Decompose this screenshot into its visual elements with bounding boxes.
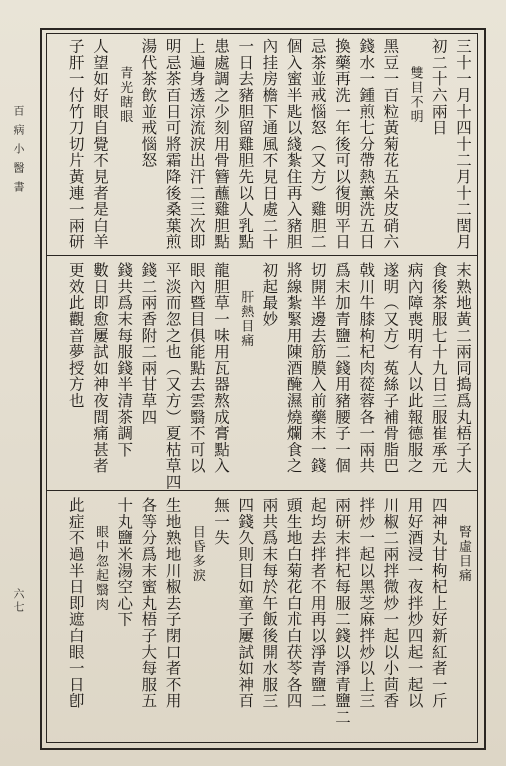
text-column: 子肝一付竹刀切片黃連一兩研 xyxy=(66,38,85,250)
text-column: 頭生地白菊花白朮白茯苓各四 xyxy=(284,497,303,709)
text-column: 錢水一鍾煎七分帶熱薰洗五日 xyxy=(357,38,376,250)
text-column: 人望如好眼自覺不見者是白羊 xyxy=(91,38,109,250)
text-column: 上遍身透涼流淚出汗二三次即 xyxy=(187,38,206,250)
text-column: 病內障喪明有人以此報德服之 xyxy=(405,262,424,474)
section-divider-2 xyxy=(46,490,478,491)
margin-book-title: 百病小醫書 xyxy=(12,105,25,200)
text-column: 數日即愈屢試如神夜間痛甚者 xyxy=(91,262,109,474)
text-column: 初起最妙 xyxy=(260,262,279,328)
text-column: 兩共爲末每於午飯後開水服三 xyxy=(260,497,279,709)
text-column: 兩研末拌杞每服二錢以淨青鹽二 xyxy=(333,497,351,726)
page-number: 六七 xyxy=(12,588,25,614)
text-column: 初二十六兩日 xyxy=(429,38,448,136)
text-column: 內挂房檐下通風不見日處二十 xyxy=(260,38,279,250)
text-column: 川椒二兩拌微炒一起以小茴香 xyxy=(381,497,400,709)
recipe-heading: 肝熱目痛 xyxy=(238,290,254,348)
text-column: 切開半邊去筋膜入前藥末一錢 xyxy=(308,262,327,474)
text-column: 更效此觀音夢授方也 xyxy=(66,262,85,409)
text-column: 錢二兩香附二兩甘草四 xyxy=(139,262,158,425)
recipe-heading: 眼中忽起翳肉 xyxy=(93,525,108,612)
text-column: 戟川牛膝枸杞肉蓯蓉各一兩共 xyxy=(357,262,376,474)
text-column: 換藥再洗一年後可以復明平日 xyxy=(333,38,351,250)
text-column: 遂明（又方）菟絲子補骨脂巴 xyxy=(381,262,400,474)
text-column: 個入蜜半匙以綫紮住再入豬胆 xyxy=(284,38,303,250)
text-column: 各等分爲末蜜丸梧子大每服五 xyxy=(139,497,158,709)
text-column: 生地熟地川椒去子閉口者不用 xyxy=(163,497,182,709)
text-column: 患處調之少刻用骨簪蘸雞胆點 xyxy=(212,38,230,250)
text-column: 四神丸甘枸杞上好新紅者一斤 xyxy=(429,497,448,709)
text-column: 眼內暨目俱能點去雲翳不可以 xyxy=(187,262,206,474)
text-column: 拌炒一起以黑芝麻拌炒以上三 xyxy=(357,497,376,709)
recipe-heading: 腎虛目痛 xyxy=(456,525,471,583)
text-column: 忌茶並戒惱怒（又方）雞胆二 xyxy=(308,38,327,250)
text-column: 爲末加青鹽二錢用豬腰子一個 xyxy=(333,262,351,474)
recipe-heading: 目昏多淚 xyxy=(189,525,205,583)
text-column: 無一失 xyxy=(212,497,230,546)
text-column: 明忌茶百日可將霜降後桑葉煎 xyxy=(163,38,182,250)
recipe-heading: 青光瞎眼 xyxy=(117,66,133,124)
section-divider-1 xyxy=(46,255,478,256)
text-column: 用好酒浸一夜拌炒四起一起以 xyxy=(405,497,424,709)
text-column: 食後茶服七十九日三服崔承元 xyxy=(429,262,448,474)
text-column: 龍胆草一味用瓦器熬成膏點入 xyxy=(212,262,230,474)
text-column: 此症不過半日即遮白眼一日卽 xyxy=(66,497,85,709)
text-column: 一日去豬胆留雞胆先以人乳點 xyxy=(236,38,255,250)
text-column: 末熟地黃二兩同搗爲丸梧子大 xyxy=(454,262,472,474)
text-column: 將線紮緊用陳酒醃濕燒爛食之 xyxy=(284,262,303,474)
text-column: 三十一月十四十二月十二閏月 xyxy=(454,38,472,250)
text-column: 錢共爲末每服錢半清茶調下 xyxy=(115,262,134,458)
recipe-heading: 雙目不明 xyxy=(407,66,423,124)
text-column: 黑豆一百粒黃菊花五朵皮硝六 xyxy=(381,38,400,250)
text-column: 十丸鹽米湯空心下 xyxy=(115,497,134,628)
text-column: 起均去拌者不用再以淨青鹽二 xyxy=(308,497,327,709)
text-column: 平淡而忽之也（又方）夏枯草四 xyxy=(163,262,182,491)
text-column: 四錢久則目如童子屢試如神百 xyxy=(236,497,255,709)
text-column: 湯代茶飲並戒惱怒 xyxy=(139,38,158,169)
